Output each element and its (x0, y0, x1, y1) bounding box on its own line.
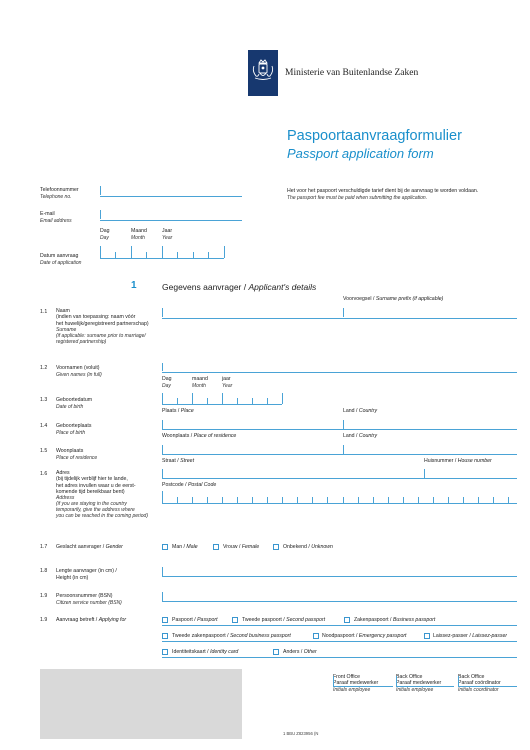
fee-note: Het voor het paspoort verschuldigde tarief dient bij de aanvraag te worden voldaan. (287, 188, 479, 194)
date-day-label-en: Day (100, 235, 109, 241)
date-year-label-en: Year (162, 235, 173, 241)
field-number-1-4: 1.4 (40, 423, 48, 429)
dob-label-en: Date of birth (56, 404, 84, 410)
laissez-passer-option-label: Laissez-passer / Laissez-passer (433, 633, 508, 639)
given-names-label: Voornamen (voluit) (56, 365, 100, 371)
field-number-1-2: 1.2 (40, 365, 48, 371)
postcode-sublabel: Postcode / Postal Code (162, 482, 217, 488)
coat-of-arms-icon (248, 50, 278, 96)
gender-unknown-label: Onbekend / Unknown (283, 544, 333, 550)
given-names-label-en: Given names (in full) (56, 372, 102, 378)
second-business-passport-option-label: Tweede zakenpaspoort / Second business passport (172, 633, 291, 639)
phone-input[interactable] (100, 196, 242, 197)
date-month-label: Maand (131, 228, 147, 234)
identity-card-option-label: Identiteitskaart / Identity card (172, 649, 239, 655)
gender-female-label: Vrouw / Female (223, 544, 260, 550)
dob-label: Geboortedatum (56, 397, 93, 403)
field-number-1-6: 1.6 (40, 471, 48, 477)
height-label: Lengte aanvrager (in cm) / (56, 568, 117, 574)
field-number-1-3: 1.3 (40, 397, 48, 403)
surname-input[interactable] (162, 318, 517, 319)
phone-label: Telefoonnummer (40, 187, 79, 193)
residence-input[interactable] (162, 454, 517, 455)
height-input[interactable] (162, 576, 517, 577)
gender-label: Geslacht aanvrager / Gender (56, 544, 123, 550)
date-day-label: Dag (100, 228, 110, 234)
email-label: E-mail (40, 211, 55, 217)
emergency-passport-checkbox[interactable] (313, 633, 319, 639)
street-input[interactable] (162, 478, 517, 479)
birth-place-label-en: Place of birth (56, 430, 86, 436)
form-code: 1 BBU Z823956 (N (283, 731, 319, 736)
field-number-1-9-bsn: 1.9 (40, 593, 48, 599)
photo-box (40, 669, 242, 739)
street-sublabel: Straat / Street (162, 458, 195, 464)
given-names-input[interactable] (162, 372, 517, 373)
field-number-1-7: 1.7 (40, 544, 48, 550)
second-passport-checkbox[interactable] (232, 617, 238, 623)
surname-prefix-label: Voorvoegsel / Surname prefix (if applicable) (343, 296, 444, 302)
application-date-label-en: Date of application (40, 260, 82, 266)
section-number: 1 (131, 280, 137, 291)
bsn-input[interactable] (162, 601, 517, 602)
email-input[interactable] (100, 220, 242, 221)
fee-note-en: The passport fee must be paid when submitting the application. (287, 195, 428, 201)
passport-option-label: Paspoort / Passport (172, 617, 218, 623)
back-office-coordinator-block: Back Office Paraaf coördinator Initials coordinator (458, 674, 501, 693)
ministry-logo (248, 50, 278, 96)
section-title: Gegevens aanvrager / Applicant's details (162, 282, 317, 292)
laissez-passer-checkbox[interactable] (424, 633, 430, 639)
back-office-block: Back Office Paraaf medewerker Initials employee (396, 674, 442, 693)
bsn-label: Persoonsnummer (BSN) (56, 593, 113, 599)
dob-year-label: jaar (222, 376, 231, 382)
identity-card-checkbox[interactable] (162, 649, 168, 655)
surname-label: Naam (indien van toepassing: naam vóór het huwelijk/geregistreerd partnerschap) Surname (if applicable: surname prior to marriage/ registered partnership) (56, 308, 149, 345)
date-month-label-en: Month (131, 235, 145, 241)
height-label-en: Height (in cm) (56, 575, 89, 581)
dob-year-label-en: Year (222, 383, 233, 389)
business-passport-option-label: Zakenpaspoort / Business passport (354, 617, 436, 623)
phone-label-en: Telephone no. (40, 194, 72, 200)
second-business-passport-checkbox[interactable] (162, 633, 168, 639)
residence-country-sublabel: Land / Country (343, 433, 378, 439)
gender-unknown-checkbox[interactable] (273, 544, 279, 550)
dob-month-label: maand (192, 376, 208, 382)
form-title-en: Passport application form (287, 146, 434, 161)
residence-label: Woonplaats (56, 448, 84, 454)
front-office-block: Front Office Paraaf medewerker Initials employee (333, 674, 379, 693)
field-number-1-8: 1.8 (40, 568, 48, 574)
application-date-label: Datum aanvraag (40, 253, 79, 259)
applying-for-label: Aanvraag betreft / Applying for (56, 617, 127, 623)
dob-month-label-en: Month (192, 383, 206, 389)
residence-label-en: Place of residence (56, 455, 98, 461)
field-number-1-9-apply: 1.9 (40, 617, 48, 623)
address-label: Adres (bij tijdelijk verblijf hier te lande, het adres invullen waar u de eerst- komende tijd bereikbaar bent) Address (if you are staying in the country temporarily, give the address where you can be reached in the coming period) (56, 470, 149, 520)
email-label-en: Email address (40, 218, 72, 224)
gender-female-checkbox[interactable] (213, 544, 219, 550)
date-year-label: Jaar (162, 228, 173, 234)
gender-male-checkbox[interactable] (162, 544, 168, 550)
dob-day-label: Dag (162, 376, 172, 382)
house-number-sublabel: Huisnummer / House number (424, 458, 492, 464)
residence-sublabel: Woonplaats / Place of residence (162, 433, 237, 439)
birth-country-sublabel: Land / Country (343, 408, 378, 414)
gender-male-label: Man / Male (172, 544, 198, 550)
dob-day-label-en: Day (162, 383, 171, 389)
form-title-nl: Paspoortaanvraagformulier (287, 128, 462, 144)
emergency-passport-option-label: Noodpaspoort / Emergency passport (322, 633, 407, 639)
field-number-1-5: 1.5 (40, 448, 48, 454)
second-passport-option-label: Tweede paspoort / Second passport (242, 617, 326, 623)
birth-place-sublabel: Plaats / Place (162, 408, 194, 414)
birth-place-label: Geboorteplaats (56, 423, 92, 429)
passport-checkbox[interactable] (162, 617, 168, 623)
ministry-name: Ministerie van Buitenlandse Zaken (285, 68, 419, 78)
other-checkbox[interactable] (273, 649, 279, 655)
other-option-label: Anders / Other (283, 649, 317, 655)
birth-place-input[interactable] (162, 429, 517, 430)
business-passport-checkbox[interactable] (344, 617, 350, 623)
field-number-1-1: 1.1 (40, 309, 48, 315)
bsn-label-en: Citizen service number (BSN) (56, 600, 122, 606)
